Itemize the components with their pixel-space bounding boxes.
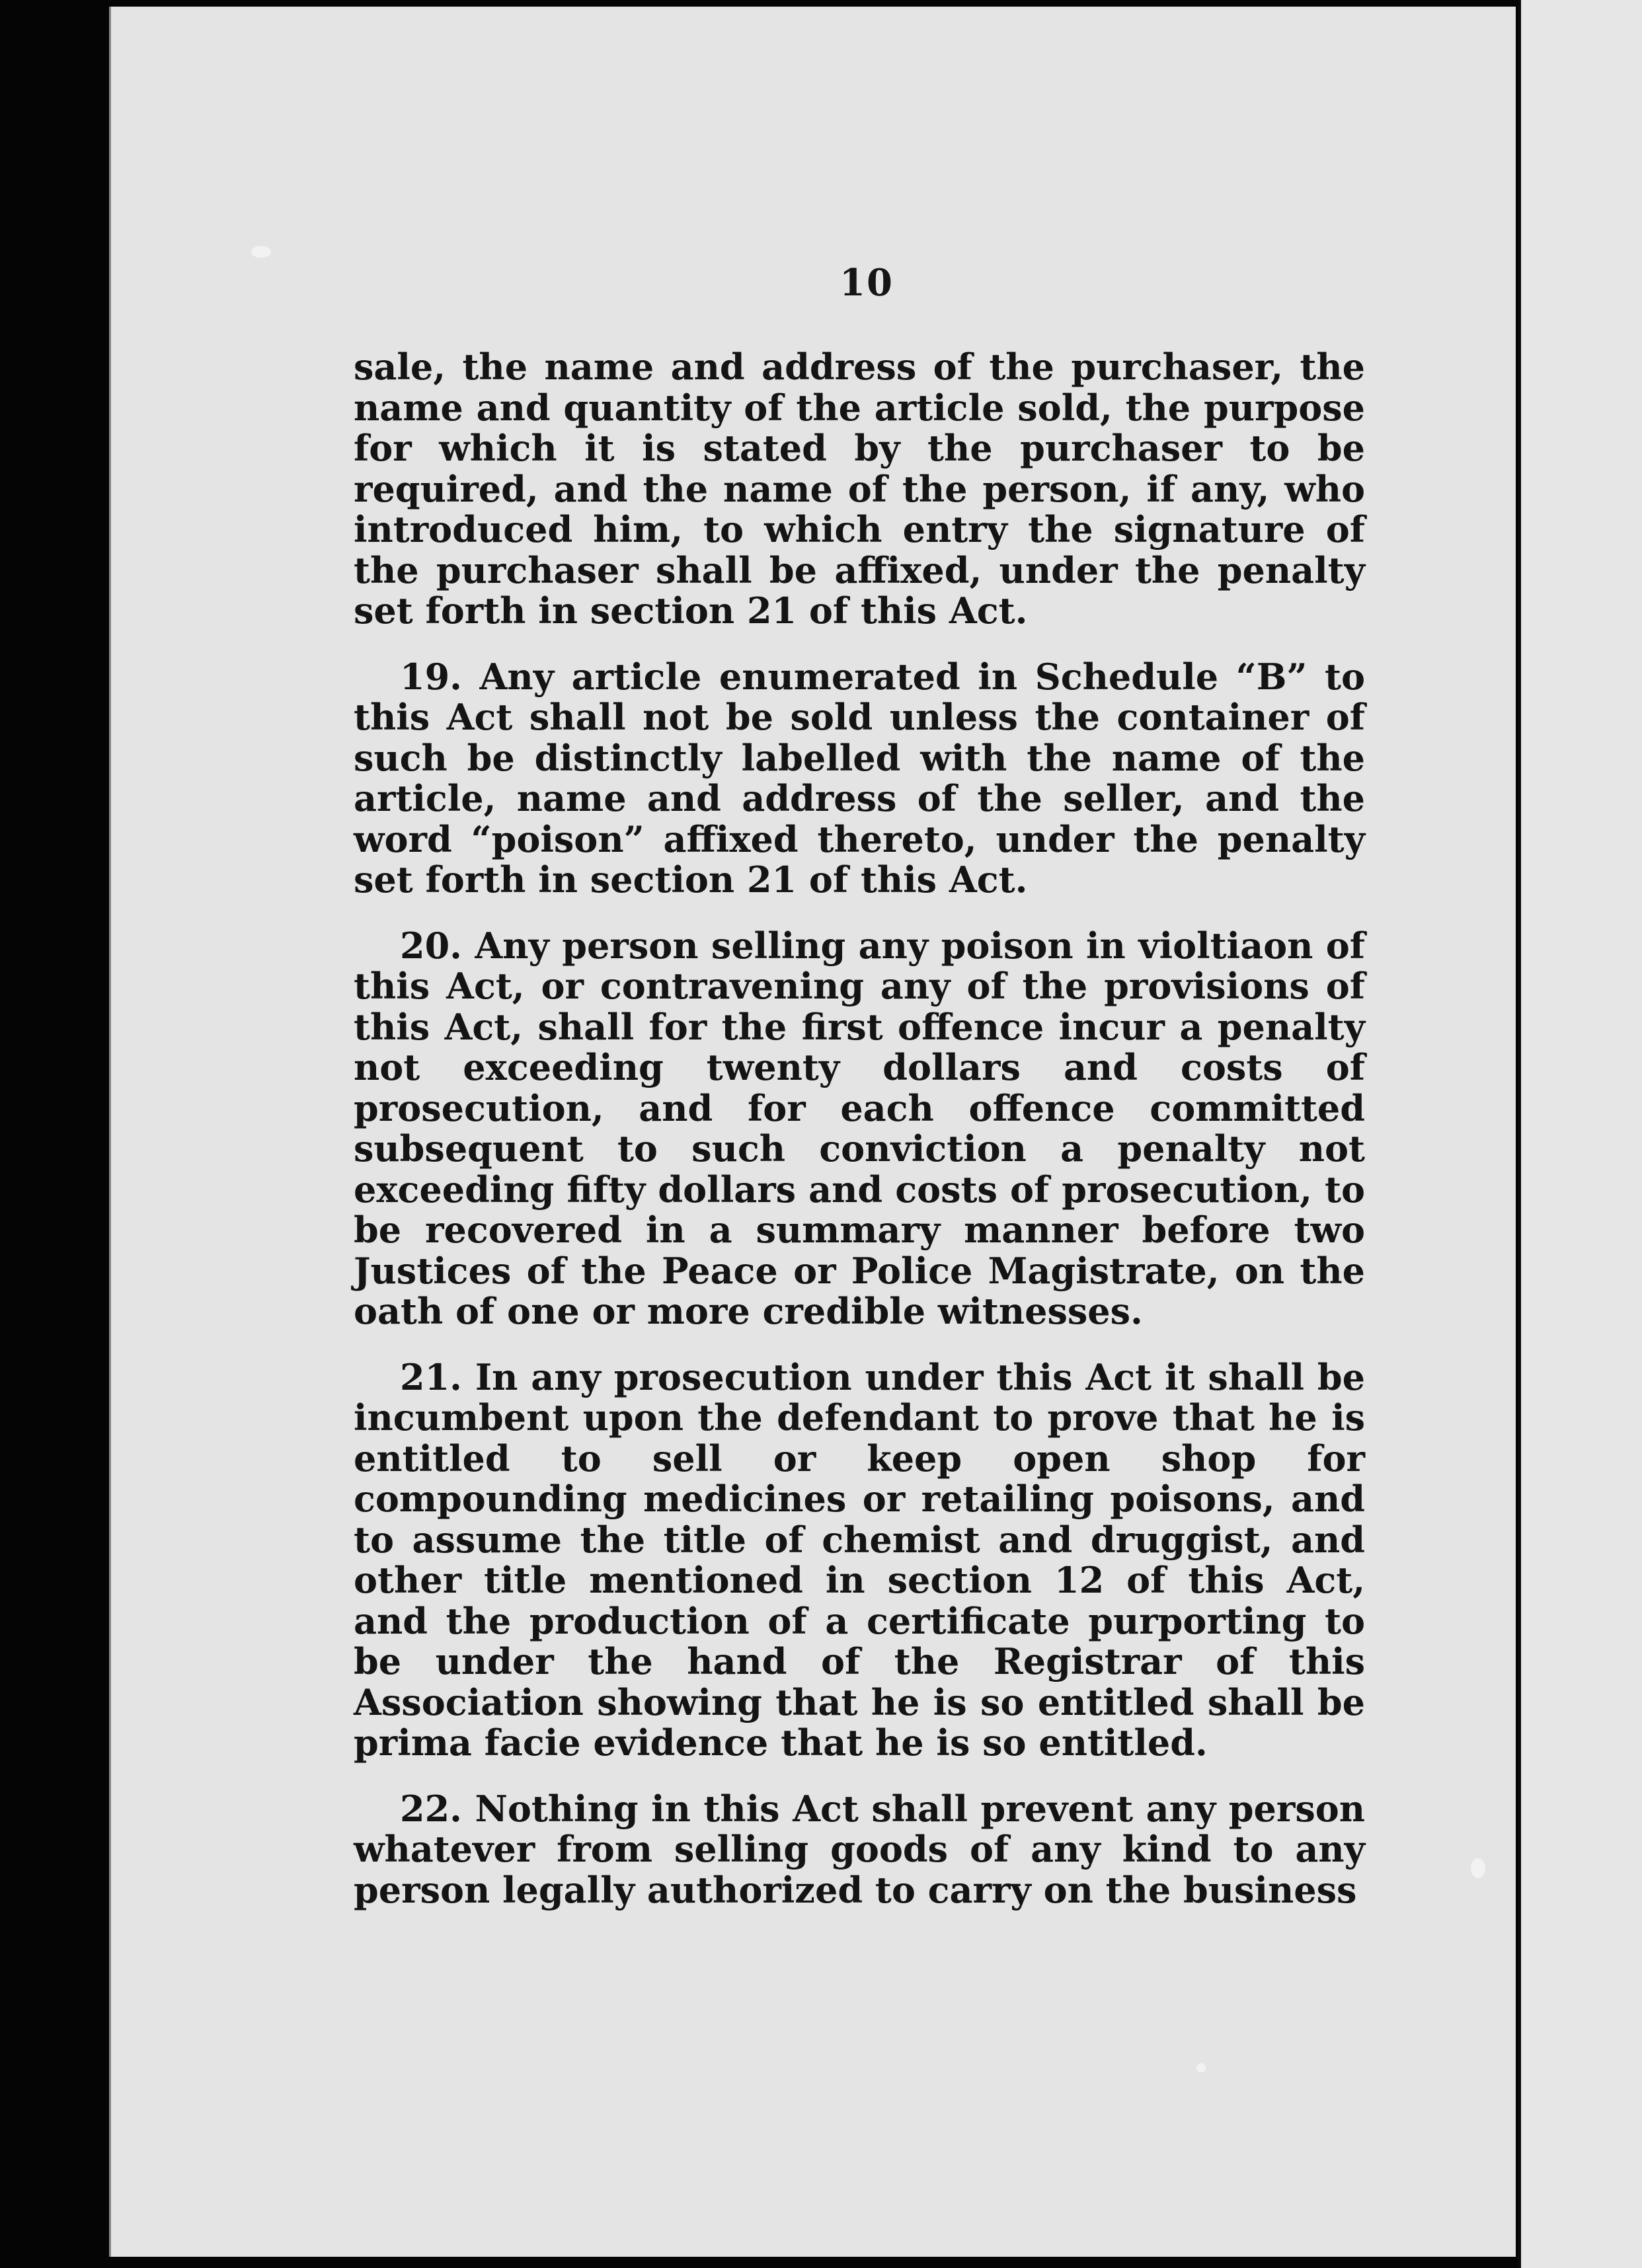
- facing-page-edge: [1518, 0, 1642, 2268]
- scan-speck: [251, 246, 271, 258]
- scan-speck: [1471, 1858, 1485, 1878]
- section-19: 19. Any article enumerated in Schedule “B” to this Act shall not be sold unless the container of such be distinctly labelled with the name of the article, name and address of the seller, and the word “poison” affixed thereto, under the penalty set forth in section 21 of this Act.: [354, 655, 1365, 901]
- section-22: 22. Nothing in this Act shall prevent any person whatever from selling goods of any kind to any person legally authorized to carry on the business: [354, 1787, 1365, 1911]
- scan-speck: [1196, 2063, 1206, 2072]
- body-text: [354, 347, 1365, 1936]
- page-number: 10: [840, 261, 894, 305]
- paragraph-continued: sale, the name and address of the purchaser, the name and quantity of the article sold, the purpose for which it is stated by the purchaser to be required, and the name of the person, if any, who introduced him, to which entry the signature of the purchaser shall be affixed, under the penalty set forth in section 21 of this Act.: [354, 346, 1365, 632]
- section-20: 20. Any person selling any poison in violtiaon of this Act, or contravening any of the provisions of this Act, shall for the first offence incur a penalty not exceeding twenty dollars and costs of prosecution, and for each offence committed subsequent to such conviction a penalty not exceeding fifty dollars and costs of prosecution, to be recovered in a summary manner before two Justices of the Peace or Police Magistrate, on the oath of one or more credible witnesses.: [354, 924, 1365, 1332]
- section-21: 21. In any prosecution under this Act it shall be incumbent upon the defendant to prove that he is entitled to sell or keep open shop for compounding medicines or retailing poisons, and to assume the title of chemist and druggist, and other title mentioned in section 12 of this Act, and the production of a certificate purporting to be under the hand of the Registrar of this Association showing that he is so entitled shall be prima facie evidence that he is so entitled.: [354, 1355, 1365, 1764]
